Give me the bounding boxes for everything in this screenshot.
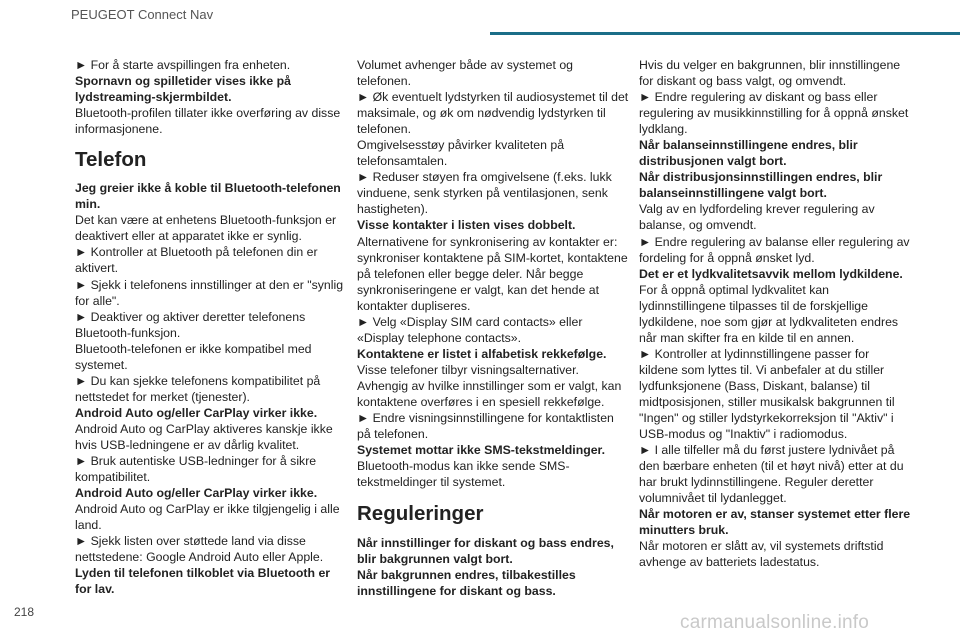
question-heading: Lyden til telefonen tilkoblet via Bluetooth er for lav. xyxy=(75,566,331,597)
question-heading: Systemet mottar ikke SMS-tekstmeldinger. xyxy=(357,443,606,458)
column-1 xyxy=(75,57,347,597)
question-heading: Spornavn og spilletider vises ikke på lydstreaming-skjermbildet. xyxy=(75,74,291,105)
paragraph: ► Reduser støyen fra omgivelsene (f.eks. lukk vinduene, senk styrken på ventilasjonen, senk hastigheten). xyxy=(357,170,612,217)
question-heading: Når distribusjonsinnstillingen endres, blir balanseinnstillingene valgt bort. xyxy=(639,170,883,201)
paragraph: Når motoren er slått av, vil systemets driftstid avhenge av batteriets ladestatus. xyxy=(639,539,884,570)
question-heading: Jeg greier ikke å koble til Bluetooth-telefonen min. xyxy=(75,181,341,212)
paragraph: Valg av en lydfordeling krever regulering av balanse, og omvendt. xyxy=(639,202,875,233)
question-heading: Android Auto og/eller CarPlay virker ikke. xyxy=(75,486,318,501)
paragraph: ► Endre regulering av diskant og bass eller regulering av musikkinnstilling for å oppnå ønsket lydklang. xyxy=(639,90,909,137)
paragraph: ► Øk eventuelt lydstyrken til audiosystemet til det maksimale, og øk om nødvendig lydstyrken til telefonen. xyxy=(357,90,629,137)
paragraph: Det kan være at enhetens Bluetooth-funksjon er deaktivert eller at apparatet ikke er synlig. xyxy=(75,213,337,244)
page-number: 218 xyxy=(14,605,35,619)
section-heading-reguleringer: Reguleringer xyxy=(357,502,484,526)
question-heading: Android Auto og/eller CarPlay virker ikke. xyxy=(75,405,318,420)
header-accent-bar xyxy=(490,32,960,35)
paragraph: ► Sjekk listen over støttede land via disse nettstedene: Google Android Auto eller Apple. xyxy=(75,534,324,565)
paragraph: ► Deaktiver og aktiver deretter telefonens Bluetooth-funksjon. xyxy=(75,309,306,340)
paragraph: Android Auto og CarPlay aktiveres kanskje ikke hvis USB-ledningene er av dårlig kvalitet. xyxy=(75,421,333,452)
paragraph: Bluetooth-modus kan ikke sende SMS-tekstmeldinger til systemet. xyxy=(357,459,570,490)
question-heading: Det er et lydkvalitetsavvik mellom lydkildene. xyxy=(639,266,903,281)
question-heading: Når innstillinger for diskant og bass endres, blir bakgrunnen valgt bort. xyxy=(357,536,614,567)
section-heading-telefon: Telefon xyxy=(75,148,147,172)
question-heading: Når balanseinnstillingene endres, blir distribusjonen valgt bort. xyxy=(639,138,858,169)
column-2 xyxy=(357,57,629,599)
paragraph: ► For å starte avspillingen fra enheten. xyxy=(75,58,291,72)
question-heading: Kontaktene er listet i alfabetisk rekkefølge. xyxy=(357,346,607,361)
paragraph: ► Velg «Display SIM card contacts» eller «Display telephone contacts». xyxy=(357,314,583,345)
question-heading: Visse kontakter i listen vises dobbelt. xyxy=(357,218,576,233)
paragraph: ► Sjekk i telefonens innstillinger at den er "synlig for alle". xyxy=(75,277,344,308)
paragraph: Omgivelsesstøy påvirker kvaliteten på telefonsamtalen. xyxy=(357,138,565,169)
question-heading: Når motoren er av, stanser systemet etter flere minutters bruk. xyxy=(639,507,911,538)
column-3 xyxy=(639,57,911,571)
paragraph: For å oppnå optimal lydkvalitet kan lydinnstillingene tilpasses til de forskjellige lydkildene, noe som gjør at lydkvaliteten endres når man skifter fra en kilde til en annen. xyxy=(639,282,899,345)
paragraph: Alternativene for synkronisering av kontakter er: synkroniser kontaktene på SIM-kortet, kontaktene på telefonen eller begge deler. Når begge synkroniseringene er valgt, kan det hende at kontakter dupliseres. xyxy=(357,234,628,313)
paragraph: Bluetooth-profilen tillater ikke overføring av disse informasjonene. xyxy=(75,106,341,137)
paragraph: ► Kontroller at lydinnstillingene passer for kildene som lyttes til. Vi anbefaler at du stiller lydfunksjonene (Bass, Diskant, balanse) til midtposisjonen, stiller musikalsk bakgrunnen til "Ingen" og stiller lydstyrkekorreksjon til "Aktiv" i USB-modus og "Inaktiv" i radiomodus. xyxy=(639,346,895,442)
paragraph: ► Endre regulering av balanse eller regulering av fordeling for å oppnå ønsket lyd. xyxy=(639,234,910,265)
paragraph: Android Auto og CarPlay er ikke tilgjengelig i alle land. xyxy=(75,502,340,533)
question-heading: Når bakgrunnen endres, tilbakestilles innstillingene for diskant og bass. xyxy=(357,568,576,599)
watermark: carmanualsonline.info xyxy=(680,612,870,633)
running-header: PEUGEOT Connect Nav xyxy=(71,7,214,22)
paragraph: ► Endre visningsinnstillingene for kontaktlisten på telefonen. xyxy=(357,411,614,442)
paragraph: Bluetooth-telefonen er ikke kompatibel med systemet. xyxy=(75,341,312,372)
paragraph: ► Kontroller at Bluetooth på telefonen din er aktivert. xyxy=(75,245,318,276)
paragraph: ► I alle tilfeller må du først justere lydnivået på den bærbare enheten (til et høyt nivå) etter at du har brukt lydinnstillingene. Reguler deretter volumnivået til lydanlegget. xyxy=(639,443,904,506)
paragraph: ► Bruk autentiske USB-ledninger for å sikre kompatibilitet. xyxy=(75,454,317,485)
paragraph: ► Du kan sjekke telefonens kompatibilitet på nettstedet for merket (tjenester). xyxy=(75,373,321,404)
paragraph: Hvis du velger en bakgrunnen, blir innstillingene for diskant og bass valgt, og omvendt. xyxy=(639,58,901,89)
paragraph: Visse telefoner tilbyr visningsalternativer. Avhengig av hvilke innstillinger som er valgt, kan kontaktene overføres i en spesiell rekkefølge. xyxy=(357,362,622,409)
paragraph: Volumet avhenger både av systemet og telefonen. xyxy=(357,58,574,89)
